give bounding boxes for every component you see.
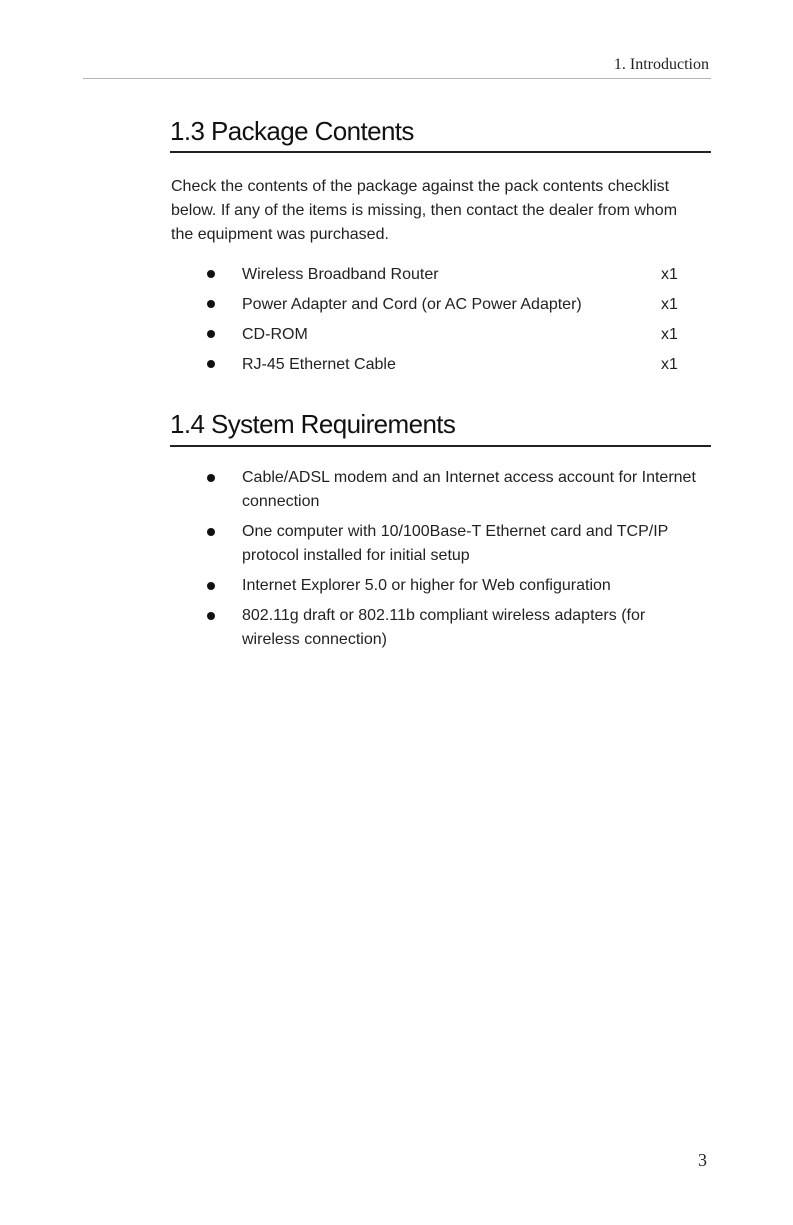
list-item [170,323,711,353]
bullet-icon [207,582,215,590]
bullet-icon [207,330,215,338]
package-contents-list [170,263,711,383]
list-item [170,520,702,568]
requirement-text: Internet Explorer 5.0 or higher for Web configuration [242,577,611,594]
requirement-text: One computer with 10/100Base-T Ethernet card and TCP/IP protocol installed for initial setup [242,523,669,564]
package-contents-intro: Check the contents of the package against the pack contents checklist below. If any of the items is missing, then contact the dealer from whom the equipment was purchased. [171,178,678,243]
bullet-icon [207,612,215,620]
list-item [170,263,711,293]
item-quantity: x1 [661,326,678,343]
section-title-system-requirements: 1.4 System Requirements [170,409,456,439]
section-title-package-contents: 1.3 Package Contents [170,116,414,146]
bullet-icon [207,474,215,482]
bullet-icon [207,300,215,308]
item-name: Wireless Broadband Router [242,266,439,283]
item-quantity: x1 [661,266,678,283]
requirement-text: 802.11g draft or 802.11b compliant wireless adapters (for wireless connection) [242,607,646,648]
item-name: RJ-45 Ethernet Cable [242,356,396,373]
system-requirements-list [170,466,711,658]
list-item [170,604,702,652]
list-item [170,293,711,323]
item-name: CD-ROM [242,326,308,343]
section-rule [170,445,711,447]
bullet-icon [207,528,215,536]
list-item [170,353,711,383]
item-quantity: x1 [661,296,678,313]
bullet-icon [207,360,215,368]
requirement-text: Cable/ADSL modem and an Internet access account for Internet connection [242,469,696,510]
section-rule [170,151,711,153]
bullet-icon [207,270,215,278]
running-header: 1. Introduction [613,56,709,73]
list-item [170,466,702,514]
item-name: Power Adapter and Cord (or AC Power Adapter) [242,296,582,313]
list-item [170,574,702,598]
header-rule [83,78,711,79]
page-number: 3 [698,1150,707,1170]
item-quantity: x1 [661,356,678,373]
